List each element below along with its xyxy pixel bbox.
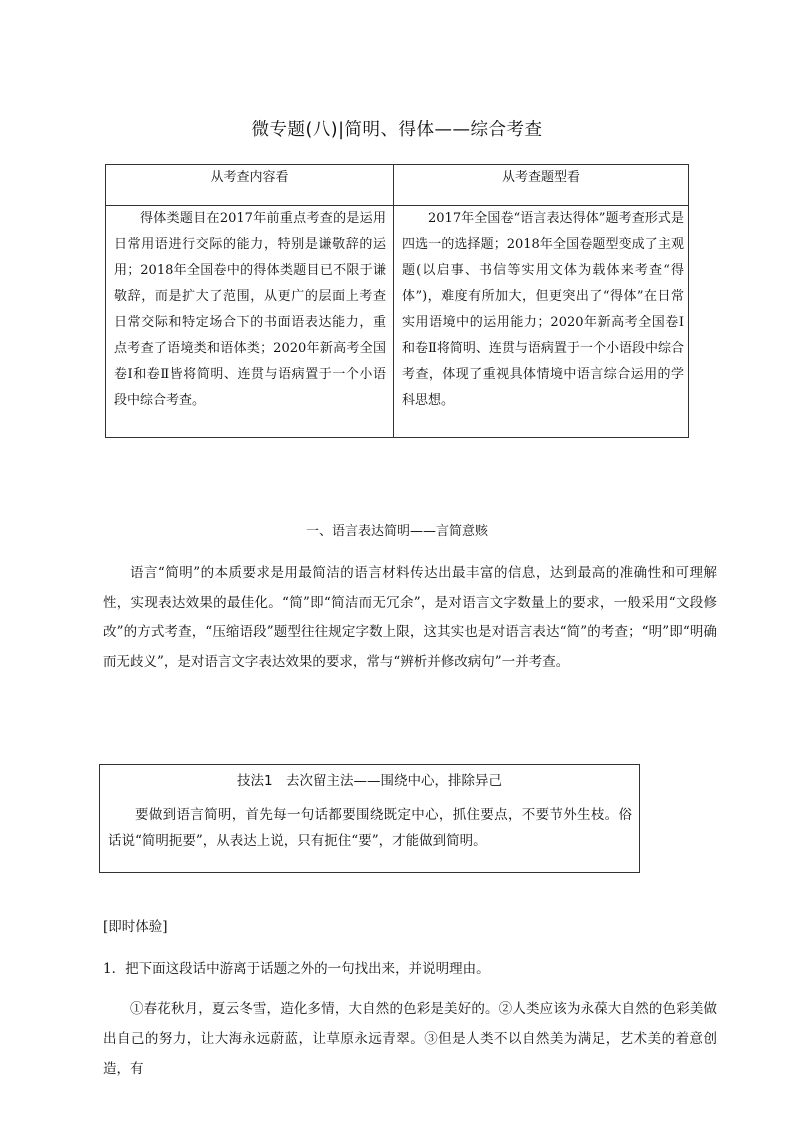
- method-box: [99, 764, 640, 873]
- table-header-content: 从考查内容看: [210, 170, 289, 185]
- table-cell-type: 2017年全国卷“语言表达得体”题考查形式是四选一的选择题；2018年全国卷题型变成了主观题(以启事、书信等实用文体为载体来考查“得体”)，难度有所加大，但更突出了“得体”在日常实用语境中的运用能力；2020年新高考全国卷Ⅰ和卷Ⅱ将简明、连贯与语病置于一个小语段中综合考查，体现了重视具体情境中语言综合运用的学科思想。: [402, 211, 684, 408]
- page-title: 微专题(八)|简明、得体——综合考查: [251, 120, 543, 140]
- section-paragraph: 语言“简明”的本质要求是用最简洁的语言材料传达出最丰富的信息，达到最高的准确性和可理解性，实现表达效果的最佳化。“简”即“简洁而无冗余”，是对语言文字数量上的要求，一般采用“文段修改”的方式考查，“压缩语段”题型往往规定字数上限，这其实也是对语言表达“简”的考查；“明”即“明确而无歧义”，是对语言文字表达效果的要求，常与“辨析并修改病句”一并考查。: [103, 565, 717, 670]
- passage-text: ①春花秋月，夏云冬雪，造化多情，大自然的色彩是美好的。②人类应该为永葆大自然的色彩美做出自己的努力，让大海永远蔚蓝，让草原永远青翠。③但是人类不以自然美为满足，艺术美的着意创造，有: [103, 1001, 717, 1077]
- table-cell-content: 得体类题目在2017年前重点考查的是运用日常用语进行交际的能力，特别是谦敬辞的运用；2018年全国卷中的得体类题目已不限于谦敬辞，而是扩大了范围，从更广的层面上考查日常交际和特定场合下的书面语表达能力，重点考查了语境类和语体类；2020年新高考全国卷Ⅰ和卷Ⅱ皆将简明、连贯与语病置于一个小语段中综合考查。: [114, 211, 386, 408]
- practice-label: [即时体验]: [103, 919, 168, 935]
- comparison-table: [105, 164, 689, 438]
- table-column-divider: [393, 165, 394, 437]
- method-title: 技法1 去次留主法——围绕中心，排除异己: [236, 773, 503, 789]
- table-header-type: 从考查题型看: [501, 170, 580, 185]
- method-body: 要做到语言简明，首先每一句话都要围绕既定中心，抓住要点，不要节外生枝。俗话说“简明扼要”，从表达上说，只有扼住“要”，才能做到简明。: [108, 807, 632, 849]
- section-heading: 一、语言表达简明——言简意赅: [305, 524, 488, 539]
- question-text: 1．把下面这段话中游离于话题之外的一句找出来，并说明理由。: [103, 961, 490, 977]
